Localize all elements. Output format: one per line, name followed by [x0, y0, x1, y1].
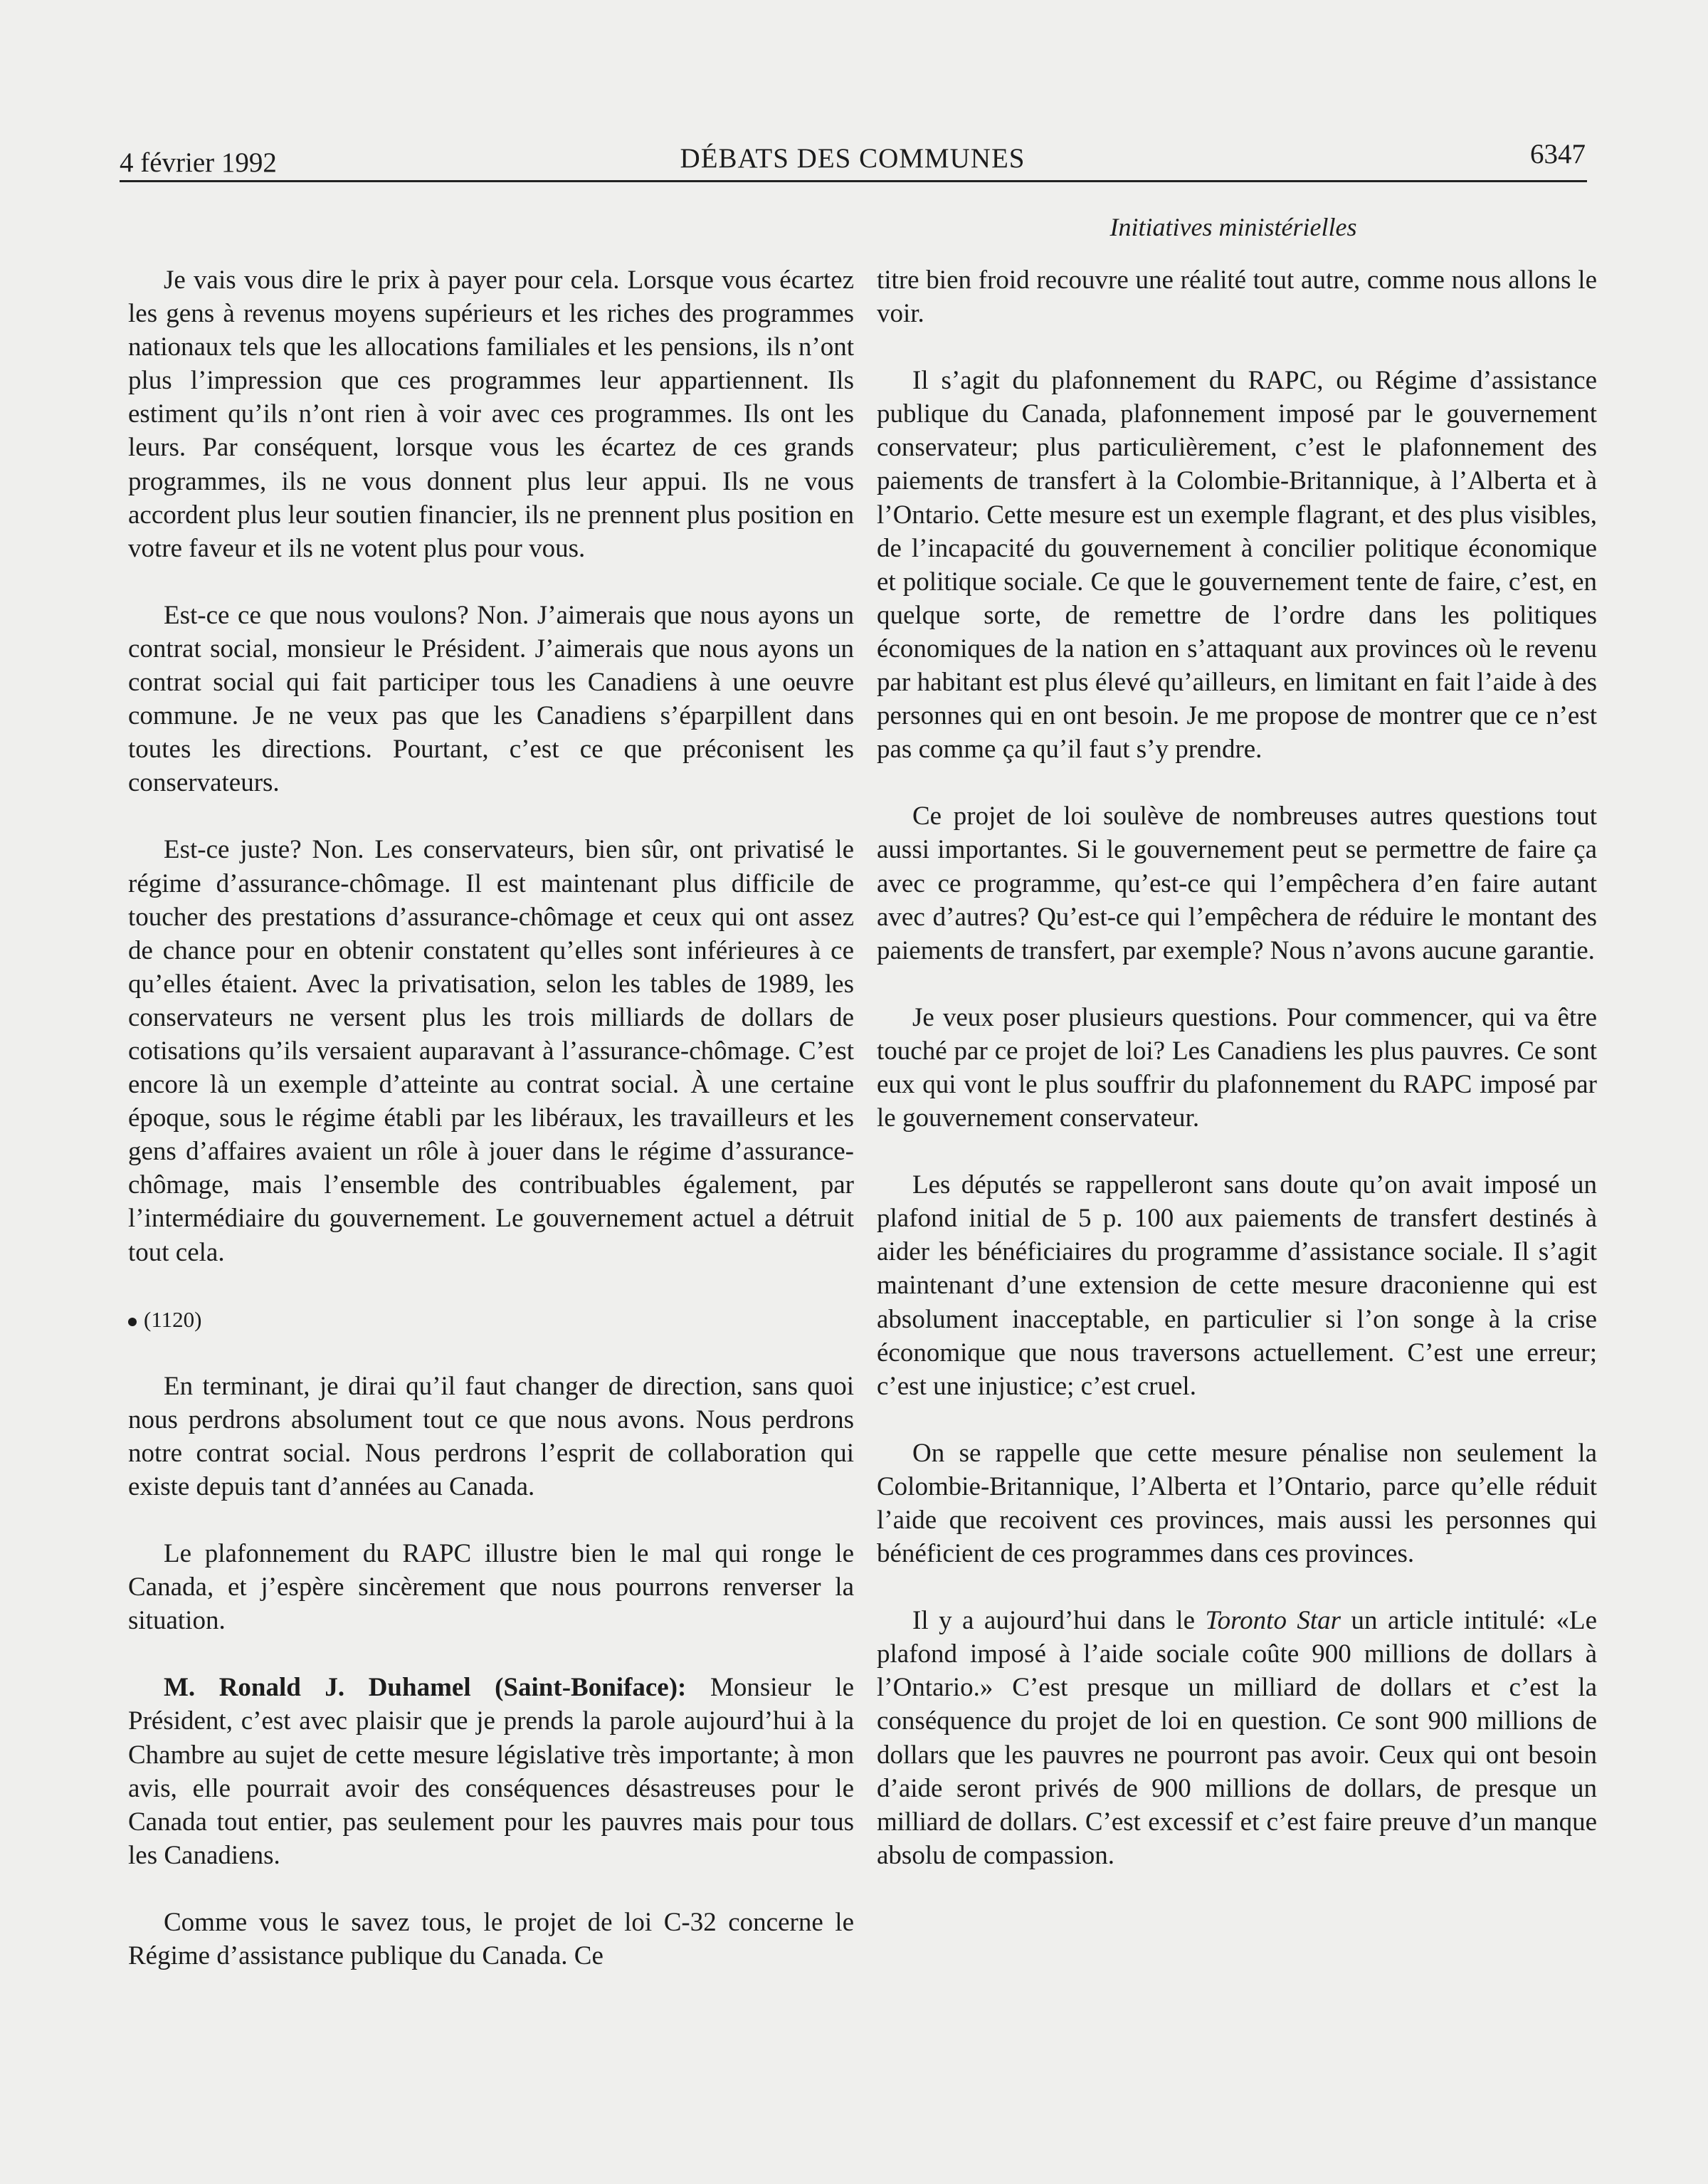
time-marker: [128, 1303, 854, 1336]
paragraph: [877, 1604, 1597, 1872]
section-title: Initiatives ministérielles: [1109, 213, 1357, 241]
header-title: DÉBATS DES COMMUNES: [680, 143, 1026, 174]
left-column: [128, 263, 854, 2006]
paragraph: Il s’agit du plafonnement du RAPC, ou Régime d’assistance publique du Canada, plafonnement imposé par le gouvernement conservateur; plus particulièrement, c’est le plafonnement des paiements de transfert à la Colombie-Britannique, à l’Alberta et à l’Ontario. Cette mesure est un exemple flagrant, et des plus visibles, de l’incapacité du gouvernement à concilier politique économique et politique sociale. Ce que le gouvernement tente de faire, c’est, en quelque sorte, de remettre de l’ordre dans les politiques économiques de la nation en s’attaquant aux provinces où le revenu par habitant est plus élevé qu’ailleurs, en limitant en fait l’aide à des personnes qui en ont besoin. Je me propose de montrer que ce n’est pas comme ça qu’il faut s’y prendre.: [877, 366, 1597, 765]
right-column: [877, 263, 1597, 1906]
paragraph-text: Il y a aujourd’hui dans le: [912, 1606, 1206, 1636]
paragraph: Je veux poser plusieurs questions. Pour commencer, qui va être touché par ce projet de loi? Les Canadiens les plus pauvres. Ce sont eux qui vont le plus souffrir du plafonnement du RAPC imposé par le gouvernement conservateur.: [877, 1002, 1597, 1133]
time-marker-text: (1120): [144, 1306, 202, 1332]
header-date: 4 février 1992: [120, 147, 277, 178]
speech-text: Monsieur le Président, c’est avec plaisir que je prends la parole aujourd’hui à la Chambre au sujet de cette mesure législative très importante; à mon avis, elle pourrait avoir des conséquences désastreuses pour le Canada tout entier, pas seulement pour les pauvres mais pour tous les Canadiens.: [128, 1673, 854, 1870]
paragraph: On se rappelle que cette mesure pénalise non seulement la Colombie-Britannique, l’Alberta et l’Ontario, parce qu’elle réduit l’aide que recoivent ces provinces, mais aussi les personnes qui bénéficient de ces programmes dans ces provinces.: [877, 1438, 1597, 1569]
paragraph: Les députés se rappelleront sans doute qu’on avait imposé un plafond initial de 5 p. 100 aux paiements de transfert destinés à aider les bénéficiaires du programme d’assistance sociale. Il s’agit maintenant d’une extension de cette mesure draconienne qui est absolument inacceptable, en particulier si l’on songe à la crise économique que nous traversons actuellement. C’est une erreur; c’est une injustice; c’est cruel.: [877, 1170, 1597, 1401]
publication-name: Toronto Star: [1205, 1606, 1341, 1636]
paragraph-continuation: titre bien froid recouvre une réalité tout autre, comme nous allons le voir.: [877, 266, 1597, 329]
page-number: 6347: [1530, 139, 1586, 169]
bullet-icon: [128, 1318, 137, 1326]
header-rule: [120, 180, 1587, 182]
paragraph-text: un article intitulé: «Le plafond imposé à l’aide sociale coûte 900 millions de dollars à l’Ontario.» C’est presque un milliard de dollars et c’est la conséquence du projet de loi en question. Ce sont 900 millions de dollars que les pauvres ne pourront pas avoir. Ceux qui ont besoin d’aide seront privés de 900 millions de dollars, de presque un milliard de dollars. C’est excessif et c’est faire preuve d’un manque absolu de compassion.: [877, 1606, 1597, 1870]
page-header: [120, 138, 1586, 181]
paragraph: Est-ce ce que nous voulons? Non. J’aimerais que nous ayons un contrat social, monsieur le Président. J’aimerais que nous ayons un contrat social qui fait participer tous les Canadiens à une oeuvre commune. Je ne veux pas que les Canadiens s’éparpillent dans toutes les directions. Pourtant, c’est ce que préconisent les conservateurs.: [128, 600, 854, 798]
paragraph: Ce projet de loi soulève de nombreuses autres questions tout aussi importantes. Si le gouvernement peut se permettre de faire ça avec ce programme, qu’est-ce qui l’empêchera d’en faire autant avec d’autres? Qu’est-ce qui l’empêchera de réduire le montant des paiements de transfert, par exemple? Nous n’avons aucune garantie.: [877, 802, 1597, 965]
paragraph: Je vais vous dire le prix à payer pour cela. Lorsque vous écartez les gens à revenus moyens supérieurs et les riches des programmes nationaux tels que les allocations familiales et les pensions, ils n’ont plus l’impression que ces programmes leur appartiennent. Ils estiment qu’ils n’ont rien à voir avec ces programmes. Ils ont les leurs. Par conséquent, lorsque vous les écartez de ces grands programmes, ils ne vous donnent plus leur appui. Ils ne vous accordent plus leur soutien financier, ils ne prennent plus position en votre faveur et ils ne votent plus pour vous.: [128, 266, 854, 563]
speaker-name: M. Ronald J. Duhamel (Saint-Boniface):: [164, 1673, 687, 1703]
paragraph: Comme vous le savez tous, le projet de loi C-32 concerne le Régime d’assistance publique du Canada. Ce: [128, 1907, 854, 1971]
paragraph: Est-ce juste? Non. Les conservateurs, bien sûr, ont privatisé le régime d’assurance-chômage. Il est maintenant plus difficile de toucher des prestations d’assurance-chômage et ceux qui ont assez de chance pour en obtenir constatent qu’elles sont inférieures à ce qu’elles étaient. Avec la privatisation, selon les tables de 1989, les conservateurs ne versent plus les trois milliards de dollars de cotisations qu’ils versaient auparavant à l’assurance-chômage. C’est encore là un exemple d’atteinte au contrat social. À une certaine époque, sous le régime établi par les libéraux, les travailleurs et les gens d’affaires avaient un rôle à jouer dans le régime d’assurance-chômage, mais l’ensemble des contribuables également, par l’intermédiaire du gouvernement. Le gouvernement actuel a détruit tout cela.: [128, 835, 854, 1267]
paragraph: En terminant, je dirai qu’il faut changer de direction, sans quoi nous perdrons absolument tout ce que nous avons. Nous perdrons notre contrat social. Nous perdrons l’esprit de collaboration qui existe depuis tant d’années au Canada.: [128, 1371, 854, 1501]
paragraph: Le plafonnement du RAPC illustre bien le mal qui ronge le Canada, et j’espère sincèrement que nous pourrons renverser la situation.: [128, 1539, 854, 1636]
speech-paragraph: [128, 1671, 854, 1872]
